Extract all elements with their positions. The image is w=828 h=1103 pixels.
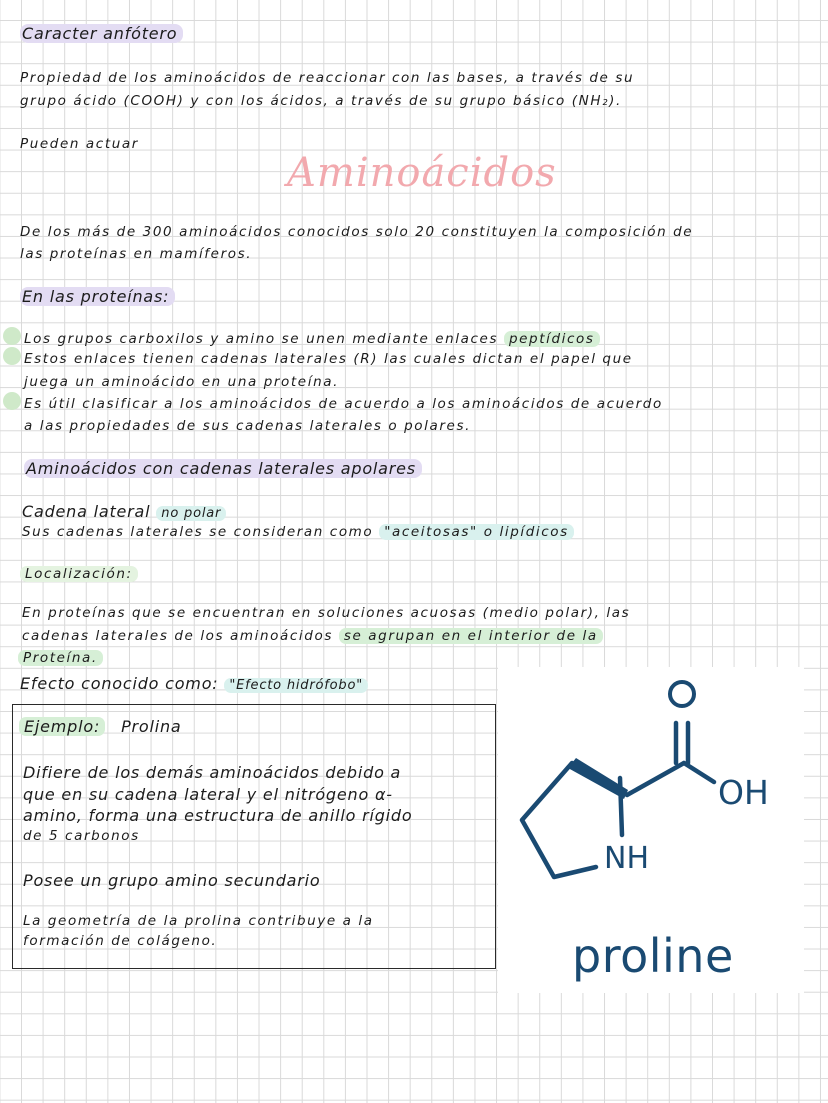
ejemplo-name: Prolina <box>121 717 182 736</box>
bullet-dot-icon <box>3 392 21 410</box>
bullet-item-3-line2: a las propiedades de sus cadenas laterales o polares. <box>24 418 471 434</box>
paragraph-pueden-actuar: Pueden actuar <box>20 136 139 152</box>
example-p1-line4: de 5 carbonos <box>23 828 140 844</box>
example-p1-line3: amino, forma una estructura de anillo rígido <box>23 806 413 825</box>
bullet-item-1 <box>24 331 600 347</box>
heading-cadena-no-polar <box>22 502 226 521</box>
efecto-text: Efecto conocido como: <box>20 674 225 693</box>
paragraph-propiedad-line2: grupo ácido (COOH) y con los ácidos, a través de su grupo básico (NH₂). <box>20 93 622 109</box>
example-p1-line2: que en su cadena lateral y el nitrógeno α- <box>23 785 393 804</box>
heading-apolares <box>24 459 422 478</box>
proteina-highlight: Proteína. <box>18 650 103 666</box>
example-p1-line1: Difiere de los demás aminoácidos debido a <box>23 763 402 782</box>
nh-label: NH <box>604 841 649 876</box>
example-p3-line1: La geometría de la prolina contribuye a la <box>23 913 374 929</box>
paragraph-de-los-line2: las proteínas en mamíferos. <box>20 246 253 262</box>
no-polar-highlight: no polar <box>156 506 226 521</box>
bullet-1-text: Los grupos carboxilos y amino se unen mediante enlaces <box>24 331 504 347</box>
ejemplo-label: Ejemplo: <box>19 717 105 736</box>
efecto-hidrofobo-highlight: "Efecto hidrófobo" <box>224 678 368 693</box>
heading-en-las-proteinas <box>20 287 175 306</box>
bullet-1-highlight: peptídicos <box>504 331 600 347</box>
paragraph-de-los-line1: De los más de 300 aminoácidos conocidos solo 20 constituyen la composición de <box>20 224 694 240</box>
paragraph-en-proteinas-line2 <box>22 628 603 644</box>
localizacion-text: Localización: <box>20 566 138 582</box>
proline-label: proline <box>572 929 734 983</box>
heading-caracter-text: Caracter anfótero <box>20 24 183 43</box>
paragraph-en-proteinas-line3 <box>18 650 103 666</box>
proline-structure-image <box>498 667 804 993</box>
bullet-item-3-line1: Es útil clasificar a los aminoácidos de acuerdo a los aminoácidos de acuerdo <box>24 396 663 412</box>
cadena-lateral-text: Cadena lateral <box>22 502 157 521</box>
heading-caracter-anfotero <box>20 24 183 43</box>
paragraph-en-proteinas-line1: En proteínas que se encuentran en soluciones acuosas (medio polar), las <box>22 605 631 621</box>
heading-localizacion <box>20 566 138 582</box>
example-heading <box>19 717 182 736</box>
example-p3-line2: formación de colágeno. <box>23 933 218 949</box>
paragraph-efecto <box>20 674 368 693</box>
bullet-dot-icon <box>3 327 21 345</box>
example-box <box>12 704 496 969</box>
page-title: Aminoácidos <box>287 150 557 196</box>
paragraph-propiedad-line1: Propiedad de los aminoácidos de reaccionar con las bases, a través de su <box>20 70 635 86</box>
sus-cadenas-text: Sus cadenas laterales se consideran como <box>22 524 380 540</box>
bullet-item-2-line2: juega un aminoácido en una proteína. <box>24 374 339 390</box>
heading-apolares-text: Aminoácidos con cadenas laterales apolares <box>24 459 422 478</box>
bullet-dot-icon <box>3 347 21 365</box>
oh-label: OH <box>718 773 769 812</box>
bullet-item-2-line1: Estos enlaces tienen cadenas laterales (R) las cuales dictan el papel que <box>24 351 633 367</box>
aceitosas-highlight: "aceitosas" o lipídicos <box>379 524 574 540</box>
example-p2: Posee un grupo amino secundario <box>23 871 321 890</box>
heading-en-las-proteinas-text: En las proteínas: <box>20 287 175 306</box>
paragraph-sus-cadenas <box>22 524 574 540</box>
en-proteinas-line2-text: cadenas laterales de los aminoácidos <box>22 628 339 644</box>
se-agrupan-highlight: se agrupan en el interior de la <box>339 628 603 644</box>
